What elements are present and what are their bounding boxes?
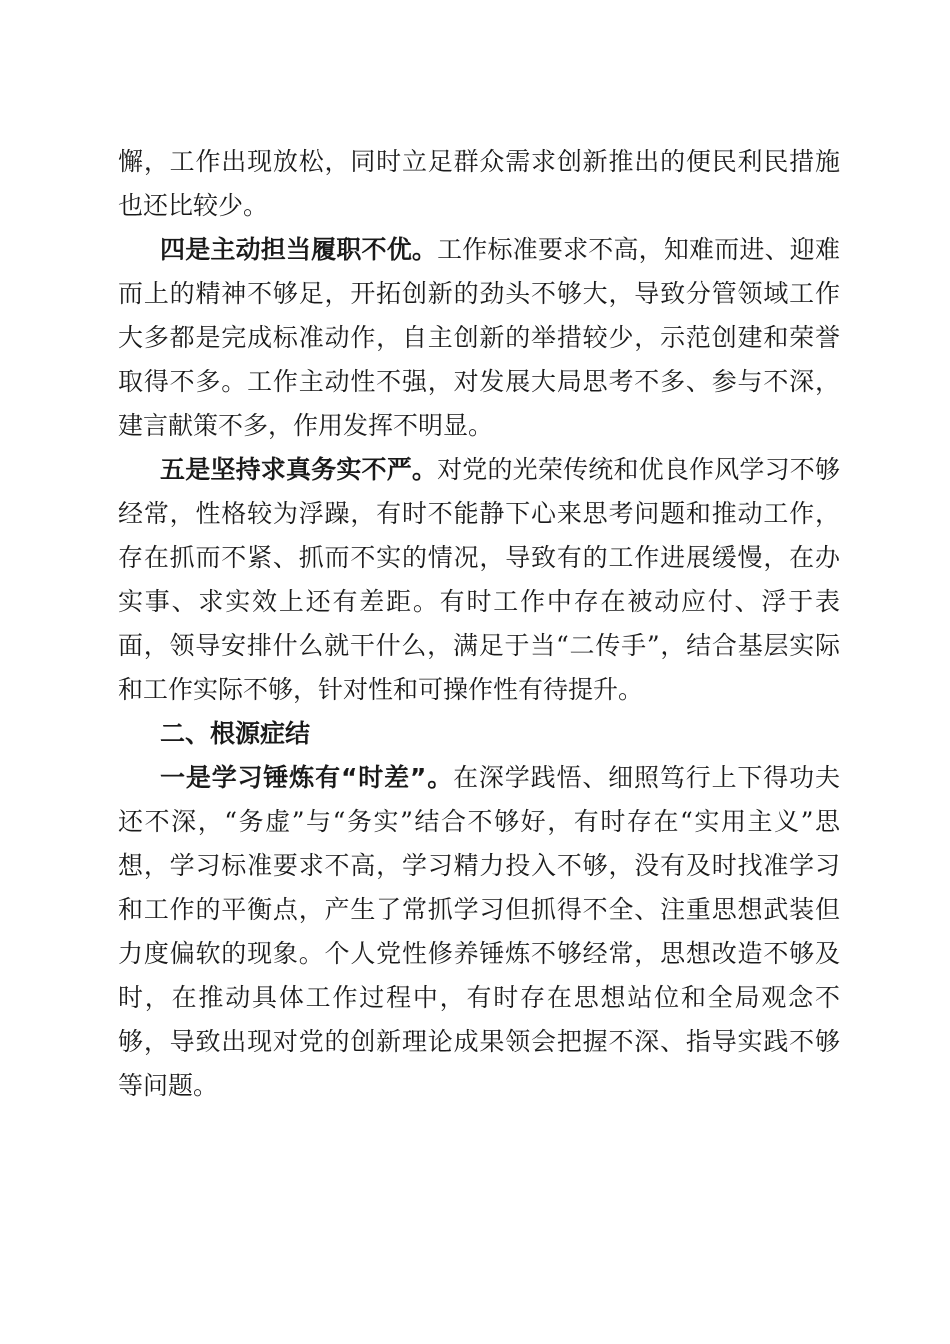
paragraph-root-cause-one xyxy=(118,756,840,1108)
paragraph-lead: 四是主动担当履职不优。 xyxy=(160,235,438,264)
document-body xyxy=(118,140,840,1108)
paragraph-lead: 五是坚持求真务实不严。 xyxy=(160,455,438,484)
paragraph-lead: 一是学习锤炼有“时差”。 xyxy=(160,763,454,792)
paragraph-text: 工作标准要求不高，知难而进、迎难而上的精神不够足，开拓创新的劲头不够大，导致分管领域工作大多都是完成标准动作，自主创新的举措较少，示范创建和荣誉取得不多。工作主动性不强，对发展大局思考不多、参与不深，建言献策不多，作用发挥不明显。 xyxy=(118,235,840,440)
paragraph-continuation xyxy=(118,140,840,228)
paragraph-text: 对党的光荣传统和优良作风学习不够经常，性格较为浮躁，有时不能静下心来思考问题和推动工作，存在抓而不紧、抓而不实的情况，导致有的工作进展缓慢，在办实事、求实效上还有差距。有时工作中存在被动应付、浮于表面，领导安排什么就干什么，满足于当“二传手”，结合基层实际和工作实际不够，针对性和可操作性有待提升。 xyxy=(118,455,840,704)
paragraph-point-five xyxy=(118,448,840,712)
paragraph-text: 懈，工作出现放松，同时立足群众需求创新推出的便民利民措施也还比较少。 xyxy=(118,147,840,220)
paragraph-text: 在深学践悟、细照笃行上下得功夫还不深，“务虚”与“务实”结合不够好，有时存在“实用主义”思想，学习标准要求不高，学习精力投入不够，没有及时找准学习和工作的平衡点，产生了常抓学习但抓得不全、注重思想武装但力度偏软的现象。个人党性修养锤炼不够经常，思想改造不够及时，在推动具体工作过程中，有时存在思想站位和全局观念不够，导致出现对党的创新理论成果领会把握不深、指导实践不够等问题。 xyxy=(118,763,840,1100)
section-heading: 二、根源症结 xyxy=(160,719,311,748)
paragraph-point-four xyxy=(118,228,840,448)
